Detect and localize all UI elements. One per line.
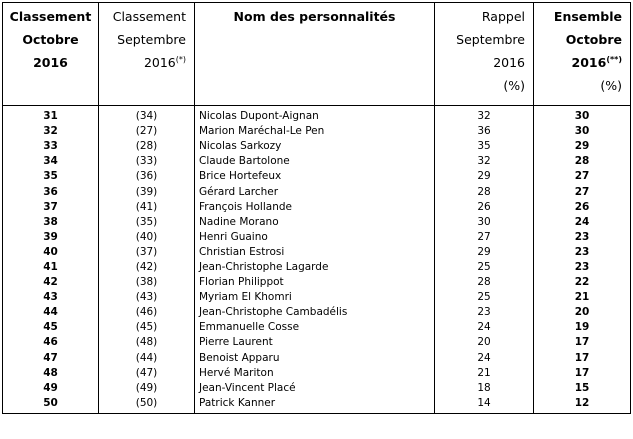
name-cell: Henri Guaino — [195, 230, 435, 245]
name-cell: Florian Philippot — [195, 275, 435, 290]
name-cell: Patrick Kanner — [195, 396, 435, 414]
rank-cell: 45 — [3, 320, 99, 335]
september-score-cell: 36 — [435, 124, 534, 139]
rank-cell: 50 — [3, 396, 99, 414]
header-row — [3, 3, 631, 106]
october-score-cell: 26 — [534, 200, 631, 215]
table-row — [3, 139, 631, 154]
name-cell: Jean-Christophe Cambadélis — [195, 305, 435, 320]
rank-cell: 44 — [3, 305, 99, 320]
october-score-cell: 23 — [534, 260, 631, 275]
october-score-cell: 23 — [534, 230, 631, 245]
september-score-cell: 32 — [435, 154, 534, 169]
table-row — [3, 124, 631, 139]
table-row — [3, 335, 631, 350]
table-row — [3, 381, 631, 396]
rank-cell: 42 — [3, 275, 99, 290]
september-score-cell: 20 — [435, 335, 534, 350]
september-score-cell: 25 — [435, 260, 534, 275]
rank-cell: 31 — [3, 106, 99, 125]
previous-rank-cell: (35) — [99, 215, 195, 230]
previous-rank-cell: (37) — [99, 245, 195, 260]
previous-rank-cell: (45) — [99, 320, 195, 335]
ranking-table — [2, 2, 631, 414]
name-cell: Jean-Christophe Lagarde — [195, 260, 435, 275]
name-cell: Brice Hortefeux — [195, 169, 435, 184]
rank-cell: 34 — [3, 154, 99, 169]
october-score-cell: 30 — [534, 124, 631, 139]
september-score-cell: 25 — [435, 290, 534, 305]
october-score-cell: 19 — [534, 320, 631, 335]
october-score-cell: 20 — [534, 305, 631, 320]
september-score-cell: 35 — [435, 139, 534, 154]
october-score-cell: 15 — [534, 381, 631, 396]
name-cell: Emmanuelle Cosse — [195, 320, 435, 335]
october-score-cell: 22 — [534, 275, 631, 290]
previous-rank-cell: (49) — [99, 381, 195, 396]
name-cell: Hervé Mariton — [195, 366, 435, 381]
rank-cell: 46 — [3, 335, 99, 350]
october-score-cell: 17 — [534, 351, 631, 366]
name-cell: Christian Estrosi — [195, 245, 435, 260]
previous-rank-cell: (34) — [99, 106, 195, 125]
name-cell: Gérard Larcher — [195, 184, 435, 199]
name-cell: Claude Bartolone — [195, 154, 435, 169]
previous-rank-cell: (48) — [99, 335, 195, 350]
rank-cell: 36 — [3, 184, 99, 199]
october-score-cell: 21 — [534, 290, 631, 305]
rank-cell: 48 — [3, 366, 99, 381]
rank-cell: 39 — [3, 230, 99, 245]
october-score-cell: 17 — [534, 366, 631, 381]
table-body — [3, 106, 631, 414]
header-name: Nom des personnalités — [195, 3, 435, 106]
header-rank-october: Classement Octobre 2016 — [3, 3, 99, 106]
name-cell: Benoist Apparu — [195, 351, 435, 366]
october-score-cell: 17 — [534, 335, 631, 350]
previous-rank-cell: (50) — [99, 396, 195, 414]
september-score-cell: 14 — [435, 396, 534, 414]
rank-cell: 41 — [3, 260, 99, 275]
name-cell: François Hollande — [195, 200, 435, 215]
previous-rank-cell: (39) — [99, 184, 195, 199]
name-cell: Marion Maréchal-Le Pen — [195, 124, 435, 139]
september-score-cell: 18 — [435, 381, 534, 396]
rank-cell: 35 — [3, 169, 99, 184]
table-row — [3, 305, 631, 320]
header-september-recall: Rappel Septembre 2016 (%) — [435, 3, 534, 106]
name-cell: Myriam El Khomri — [195, 290, 435, 305]
october-score-cell: 12 — [534, 396, 631, 414]
name-cell: Nicolas Sarkozy — [195, 139, 435, 154]
footnote-marker: (*) — [175, 54, 186, 64]
previous-rank-cell: (42) — [99, 260, 195, 275]
previous-rank-cell: (41) — [99, 200, 195, 215]
previous-rank-cell: (46) — [99, 305, 195, 320]
table-row — [3, 106, 631, 125]
previous-rank-cell: (36) — [99, 169, 195, 184]
september-score-cell: 21 — [435, 366, 534, 381]
september-score-cell: 32 — [435, 106, 534, 125]
september-score-cell: 24 — [435, 351, 534, 366]
header-rank-september: Classement Septembre 2016(*) — [99, 3, 195, 106]
table-row — [3, 245, 631, 260]
name-cell: Pierre Laurent — [195, 335, 435, 350]
previous-rank-cell: (47) — [99, 366, 195, 381]
table-row — [3, 320, 631, 335]
footnote-marker: (**) — [606, 54, 622, 64]
september-score-cell: 29 — [435, 169, 534, 184]
october-score-cell: 28 — [534, 154, 631, 169]
previous-rank-cell: (33) — [99, 154, 195, 169]
header-october-total: Ensemble Octobre 2016(**) (%) — [534, 3, 631, 106]
previous-rank-cell: (43) — [99, 290, 195, 305]
previous-rank-cell: (28) — [99, 139, 195, 154]
previous-rank-cell: (27) — [99, 124, 195, 139]
september-score-cell: 23 — [435, 305, 534, 320]
october-score-cell: 27 — [534, 169, 631, 184]
previous-rank-cell: (40) — [99, 230, 195, 245]
table-row — [3, 215, 631, 230]
table-row — [3, 275, 631, 290]
table-row — [3, 184, 631, 199]
september-score-cell: 24 — [435, 320, 534, 335]
table-row — [3, 169, 631, 184]
rank-cell: 40 — [3, 245, 99, 260]
table-row — [3, 154, 631, 169]
previous-rank-cell: (44) — [99, 351, 195, 366]
rank-cell: 37 — [3, 200, 99, 215]
previous-rank-cell: (38) — [99, 275, 195, 290]
table-row — [3, 290, 631, 305]
rank-cell: 32 — [3, 124, 99, 139]
table-row — [3, 260, 631, 275]
table-row — [3, 351, 631, 366]
rank-cell: 38 — [3, 215, 99, 230]
table-row — [3, 366, 631, 381]
september-score-cell: 29 — [435, 245, 534, 260]
rank-cell: 49 — [3, 381, 99, 396]
october-score-cell: 29 — [534, 139, 631, 154]
rank-cell: 43 — [3, 290, 99, 305]
rank-cell: 47 — [3, 351, 99, 366]
september-score-cell: 28 — [435, 184, 534, 199]
september-score-cell: 26 — [435, 200, 534, 215]
october-score-cell: 30 — [534, 106, 631, 125]
september-score-cell: 27 — [435, 230, 534, 245]
table-row — [3, 230, 631, 245]
name-cell: Nicolas Dupont-Aignan — [195, 106, 435, 125]
october-score-cell: 24 — [534, 215, 631, 230]
name-cell: Jean-Vincent Placé — [195, 381, 435, 396]
september-score-cell: 28 — [435, 275, 534, 290]
rank-cell: 33 — [3, 139, 99, 154]
september-score-cell: 30 — [435, 215, 534, 230]
october-score-cell: 23 — [534, 245, 631, 260]
name-cell: Nadine Morano — [195, 215, 435, 230]
table-row — [3, 396, 631, 414]
october-score-cell: 27 — [534, 184, 631, 199]
table-row — [3, 200, 631, 215]
